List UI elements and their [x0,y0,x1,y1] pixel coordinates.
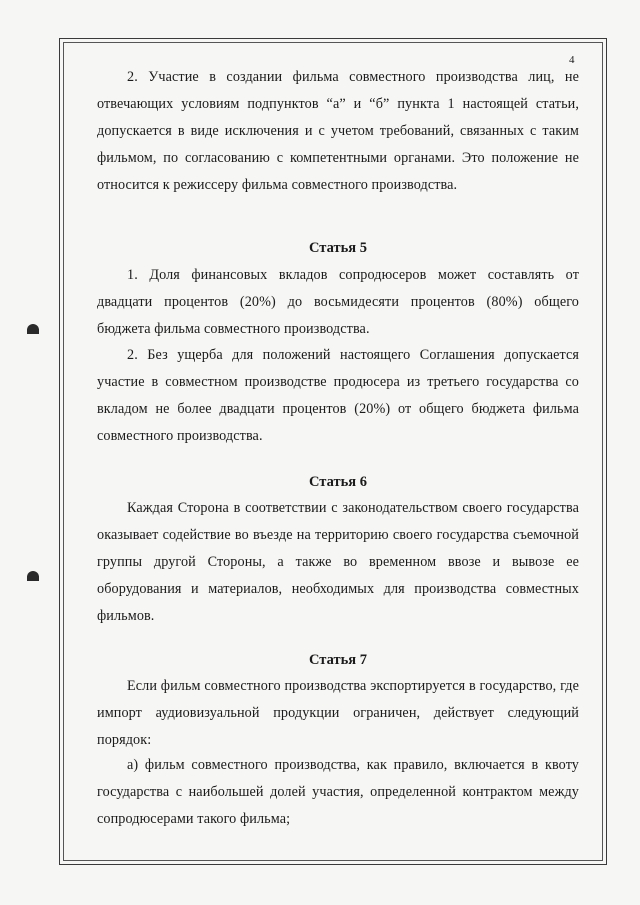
binder-hole-mark [27,324,39,334]
article5-paragraph1: 1. Доля финансовых вкладов сопродюсеров может составлять от двадцати процентов (20%) до восьмидесяти процентов (80%) общего бюджета фильма совместного производства. [97,267,579,337]
page-number: 4 [569,54,575,66]
article5-paragraph2: 2. Без ущерба для положений настоящего Соглашения допускается участие в совместном производстве продюсера из третьего государства со вкладом не более двадцати процентов (20%) от общего бюджета фильма совместного производства. [97,347,579,444]
article7-heading: Статья 7 [309,652,367,668]
article7-paragraph1: Если фильм совместного производства экспортируется в государство, где импорт аудиовизуальной продукции ограничен, действует следующий порядок: [97,678,579,748]
article7-paragraph2: а) фильм совместного производства, как правило, включается в квоту государства с наибольшей долей участия, определенной контрактом между сопродюсерами такого фильма; [97,757,579,827]
article6-heading: Статья 6 [309,474,367,490]
article5-heading: Статья 5 [309,240,367,256]
article4-paragraph2: 2. Участие в создании фильма совместного производства лиц, не отвечающих условиям подпунктов “а” и “б” пункта 1 настоящей статьи, допускается в виде исключения и с учетом требований, связанных с таким фильмом, по согласованию с компетентными органами. Это положение не относится к режиссеру фильма совместного производства. [97,69,579,193]
article6-paragraph1: Каждая Сторона в соответствии с законодательством своего государства оказывает содействие во въезде на территорию своего государства съемочной группы другой Стороны, а также во временном ввозе и вывозе ее оборудования и материалов, необходимых для производства совместных фильмов. [97,500,579,624]
binder-hole-mark [27,571,39,581]
